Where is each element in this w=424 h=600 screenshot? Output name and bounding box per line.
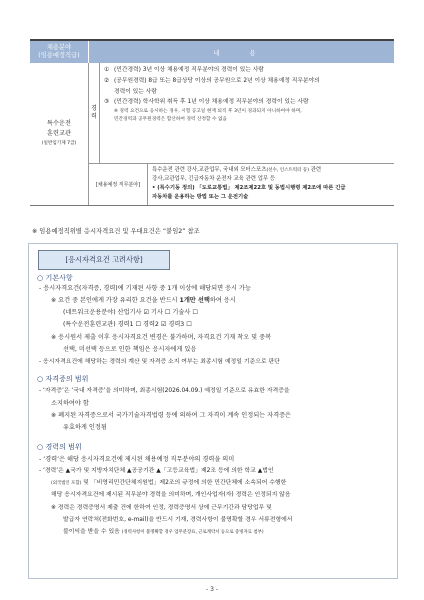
item-number: ① xyxy=(104,67,110,73)
content-cell xyxy=(89,63,394,205)
experience-scope-line-3 xyxy=(51,479,286,488)
license-line-3 xyxy=(152,184,390,193)
basic-line-2c: 하여 응시 xyxy=(209,297,236,304)
basic-line-5: ※ 응시원서 제출 이후 응시자격요건 변경은 불가하며, 자격요건 기재 착오 및 중복 xyxy=(51,334,272,341)
license-line-1c: 관련 xyxy=(309,167,322,173)
license-line-4 xyxy=(152,193,390,202)
page-number: - 3 - xyxy=(206,586,218,593)
field-cell xyxy=(30,63,89,205)
circle-bullet-icon: ○ xyxy=(37,375,46,383)
experience-scope-line-6: 발급자 연락처(전화번호, e-mail)을 반드시 기재, 경력사항이 불명확할 경우 서류전형에서 xyxy=(63,517,293,523)
license-line-2: 강사,교관업무, 긴급자동차 운전자 교육 관련 업무 등 xyxy=(152,176,276,182)
item-text: 경력이 있는 사람 xyxy=(114,88,157,95)
license-line-1 xyxy=(152,166,390,175)
license-side-label: [채용예정 직무분야] xyxy=(89,164,148,205)
recruitment-table xyxy=(30,39,394,206)
header-content: 내 용 xyxy=(213,49,270,57)
table-row xyxy=(30,63,394,205)
experience-block xyxy=(89,63,394,164)
experience-scope-line-7a: 불이익을 받을 수 있음 xyxy=(63,529,122,535)
experience-scope-line-1: - ‘경력’은 해당 응시자격요건에 제시된 채용예정 직무분야의 경력을 의미 xyxy=(39,456,235,463)
experience-item xyxy=(104,76,390,87)
header-field xyxy=(30,41,89,63)
license-line-1b: (선수, 인스트럭터 등) xyxy=(266,168,310,173)
experience-item xyxy=(104,97,390,108)
basic-line-4: (특수운전훈련교관) 경력1 ☐ 경력2 ☑ 경력3 ☐ xyxy=(63,321,192,328)
basic-line-7: - 응시자격요건에 해당하는 경력의 계산 및 자격증 소지 여부는 최종시험 예정일 기준으로 판단 xyxy=(39,359,280,365)
experience-label xyxy=(89,63,100,163)
section-license xyxy=(37,374,88,384)
experience-label-char2: 력 xyxy=(91,113,97,120)
basic-line-3: (네트워크운용분야) 산업기사 ☑ 기사 ☐ 기술사 ☐ xyxy=(63,309,198,316)
experience-label-char1: 경 xyxy=(91,105,97,112)
license-line-3a: • (특수기동 정의) 「도로교통법」 제2조제22호 및 동법시행령 제2조에 따른 긴급 xyxy=(152,185,346,191)
license-scope-line-2: 소지하여야 함 xyxy=(51,400,89,407)
license-line-1a: 특수운전 관련 강사,교관업무, 국내외 모터스포츠 xyxy=(152,167,267,173)
box-title: [응시자격요건 고려사항] xyxy=(38,250,170,270)
qualification-considerations-box xyxy=(28,243,398,579)
experience-body xyxy=(100,63,394,163)
experience-scope-line-7b: (경력사항이 불명확할 경우 업무분장표, 근로계약서 등으로 증빙자료 첨부) xyxy=(121,530,264,535)
item-number: ③ xyxy=(104,99,110,106)
experience-scope-line-4: 해당 응시자격요건에 제시된 직무분야 경력을 의미하며, 개인사업자(자) 경력은 인정되지 않음 xyxy=(51,492,291,498)
field-line1: 특수운전 xyxy=(47,120,71,127)
section-basic-title: 기본사항 xyxy=(45,274,73,282)
item-text: (민간경력) 학사학위 취득 후 1년 이상 채용예정 직무분야의 경력이 있는 사람 xyxy=(114,99,309,106)
experience-scope-line-7 xyxy=(63,528,264,537)
experience-note-1: ※ 경력 요건으로 응시하는 경우, 시험 공고일 현재 퇴직 후 3년이 경과되지 아니하여야 하며, xyxy=(114,109,302,115)
section-experience-title: 경력의 범위 xyxy=(45,443,82,451)
item-number xyxy=(104,87,114,98)
license-scope-line-4: 유효하게 인정됨 xyxy=(63,424,107,431)
basic-line-6: 선택, 미선택 등으로 인한 책임은 응시자에게 있음 xyxy=(63,346,197,353)
license-block xyxy=(89,164,394,205)
basic-line-2 xyxy=(51,296,236,305)
license-line-4a: 자동차를 운용하는 방법 또는 그 운전기술 xyxy=(152,194,249,200)
footnote: ※ 임용예정직위별 응시자격요건 및 우대요건은 “붙임2” 참조 xyxy=(32,228,200,235)
circle-bullet-icon: ○ xyxy=(37,443,46,451)
section-experience xyxy=(37,442,82,452)
experience-note-2: 민간경력과 공무원경력은 합산하여 경력 산정할 수 없음 xyxy=(114,117,228,123)
experience-item xyxy=(104,87,390,98)
circle-bullet-icon: ○ xyxy=(37,274,46,282)
basic-line-2a: ※ 요건 중 본인에게 가장 유리한 요건을 반드시 xyxy=(51,297,180,304)
section-basic xyxy=(37,273,73,283)
experience-scope-line-2: - ‘경력’은 ▲국가 및 지방자치단체 ▲공공기관 ▲「고등교육법」제2조 등에 의한 학교 ▲법인 xyxy=(39,468,274,474)
field-grade: (일반임기제 7급) xyxy=(41,141,77,146)
item-text: (민간경력) 3년 이상 채용예정 직무분야의 경력이 있는 사람 xyxy=(114,67,264,73)
license-body xyxy=(148,164,394,205)
header-field-line1: 채용분야 xyxy=(46,43,72,51)
header-field-line2: (임용예정직급) xyxy=(38,52,80,59)
experience-scope-line-3b: 및 「비영리민간단체지원법」제2조의 규정에 의한 민간단체에 소속되어 수행한 xyxy=(81,480,287,486)
basic-line-1: - 응시자격요건(자격증, 경력)에 기재된 사항 중 1개 이상에 해당되면 응시 가능 xyxy=(39,285,251,292)
experience-scope-line-5: ※ 경력은 경력증명서 제출 건에 한하여 인정, 경력증명서 상에 근무기간과 담당업무 및 xyxy=(51,505,272,511)
item-number: ② xyxy=(104,77,110,84)
field-line2: 훈련교관 xyxy=(47,130,71,137)
section-license-title: 자격증의 범위 xyxy=(45,375,89,383)
license-scope-line-1: - ‘자격증’은 ‘국내 자격증’을 의미하며, 최종시험(2026.04.09.) 예정일 기준으로 유효한 자격증을 xyxy=(39,388,290,394)
experience-item xyxy=(104,65,390,76)
basic-line-2b: 1개만 선택 xyxy=(179,297,210,304)
experience-scope-line-3a: (외국법인 포함) xyxy=(51,481,82,486)
item-text: (공무원경력) 8급 또는 8급상당 이상의 공무원으로 2년 이상 채용예정 직무분야의 xyxy=(114,77,320,84)
table-header xyxy=(30,41,394,63)
license-scope-line-3: ※ 폐지된 자격증으로서 국가기술자격법령 등에 의하여 그 자격이 계속 인정되는 자격증은 xyxy=(51,412,292,419)
